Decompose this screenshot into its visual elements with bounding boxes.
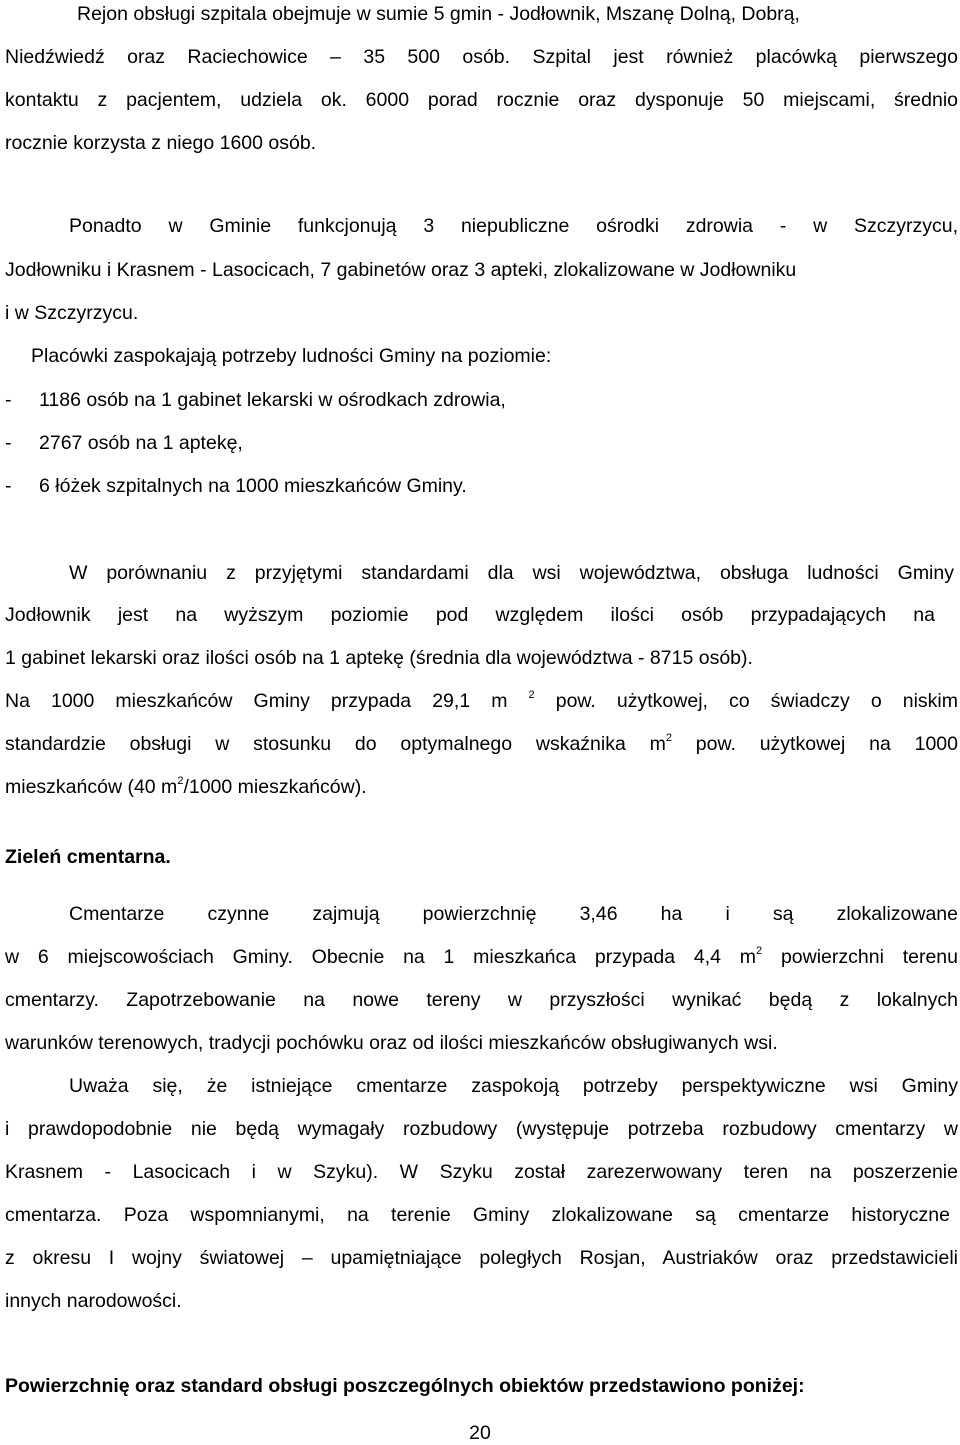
section-heading: Zieleń cmentarna. [5,846,171,868]
p6-line-2: i prawdopodobnie nie będą wymagały rozbudowy (występuje potrzeba rozbudowy cmentarzy w [5,1118,958,1140]
p2-line-3: i w Szczyrzycu. [5,302,139,324]
p6-line-1: Uważa się, że istniejące cmentarze zaspokoją potrzeby perspektywiczne wsi Gminy [69,1075,958,1097]
p1-line-4: rocznie korzysta z niego 1600 osób. [5,132,317,154]
p5-line-1: Cmentarze czynne zajmują powierzchnię 3,46 ha i są zlokalizowane [69,903,958,925]
p4-line-5 [5,732,958,756]
p4-line-1: W porównaniu z przyjętymi standardami dla wsi województwa, obsługa ludności Gminy [69,562,954,584]
p6-line-5: z okresu I wojny światowej – upamiętniające poległych Rosjan, Austriaków oraz przedstawicieli [5,1247,958,1269]
page-number: 20 [469,1422,491,1444]
p1-line-1: Rejon obsługi szpitala obejmuje w sumie 5 gmin - Jodłownik, Mszanę Dolną, Dobrą, [77,3,800,25]
p1-line-2: Niedźwiedź oraz Raciechowice – 35 500 osób. Szpital jest również placówką pierwszego [5,46,958,68]
list-item-text: 1186 osób na 1 gabinet lekarski w ośrodkach zdrowia, [39,389,506,411]
p4-line-4-a: Na 1000 mieszkańców Gminy przypada 29,1 m [5,690,508,712]
superscript-2: 2 [528,689,535,701]
superscript-2: 2 [177,775,184,787]
list-bullet: - [5,389,12,411]
p4-line-3: 1 gabinet lekarski oraz ilości osób na 1 aptekę (średnia dla województwa - 8715 osób). [5,647,753,669]
p6-line-4: cmentarza. Poza wspomnianymi, na terenie Gminy zlokalizowane są cmentarze historyczne [5,1204,950,1226]
closing-statement: Powierzchnię oraz standard obsługi poszczególnych obiektów przedstawiono poniżej: [5,1375,805,1397]
p5-line-2-b: powierzchni terenu [780,946,958,968]
p6-line-6: innych narodowości. [5,1290,182,1312]
superscript-2: 2 [665,732,672,744]
p5-line-3: cmentarzy. Zapotrzebowanie na nowe tereny w przyszłości wynikać będą z lokalnych [5,989,958,1011]
list-item-text: 2767 osób na 1 aptekę, [39,432,243,454]
p5-line-2 [5,945,958,969]
superscript-2: 2 [756,945,763,957]
list-bullet: - [5,432,12,454]
list-bullet: - [5,475,12,497]
p4-line-6-a: mieszkańców (40 m [5,776,178,798]
p6-line-3: Krasnem - Lasocicach i w Szyku). W Szyku został zarezerwowany teren na poszerzenie [5,1161,958,1183]
p1-line-3: kontaktu z pacjentem, udziela ok. 6000 porad rocznie oraz dysponuje 50 miejscami, średnio [5,89,958,111]
p4-line-2: Jodłownik jest na wyższym poziomie pod względem ilości osób przypadających na [5,604,935,626]
list-item-text: 6 łóżek szpitalnych na 1000 mieszkańców Gminy. [39,475,467,497]
list-item [5,474,958,498]
p4-line-4-b: pow. użytkowej, co świadczy o niskim [555,690,958,712]
p3-intro: Placówki zaspokajają potrzeby ludności Gminy na poziomie: [31,345,552,367]
p4-line-5-b: pow. użytkowej na 1000 [695,733,958,755]
list-item [5,388,958,412]
p4-line-5-a: standardzie obsługi w stosunku do optymalnego wskaźnika m [5,733,666,755]
p2-line-1: Ponadto w Gminie funkcjonują 3 niepubliczne ośrodki zdrowia - w Szczyrzycu, [69,215,958,237]
p4-line-6-b: /1000 mieszkańców). [183,776,367,798]
list-item [5,431,958,455]
p5-line-2-a: w 6 miejscowościach Gminy. Obecnie na 1 mieszkańca przypada 4,4 m [5,946,757,968]
p2-line-2: Jodłowniku i Krasnem - Lasocicach, 7 gabinetów oraz 3 apteki, zlokalizowane w Jodłowniku [5,259,797,281]
p4-line-4 [5,689,958,713]
p5-line-4: warunków terenowych, tradycji pochówku oraz od ilości mieszkańców obsługiwanych wsi. [5,1032,778,1054]
p4-line-6 [5,775,958,799]
